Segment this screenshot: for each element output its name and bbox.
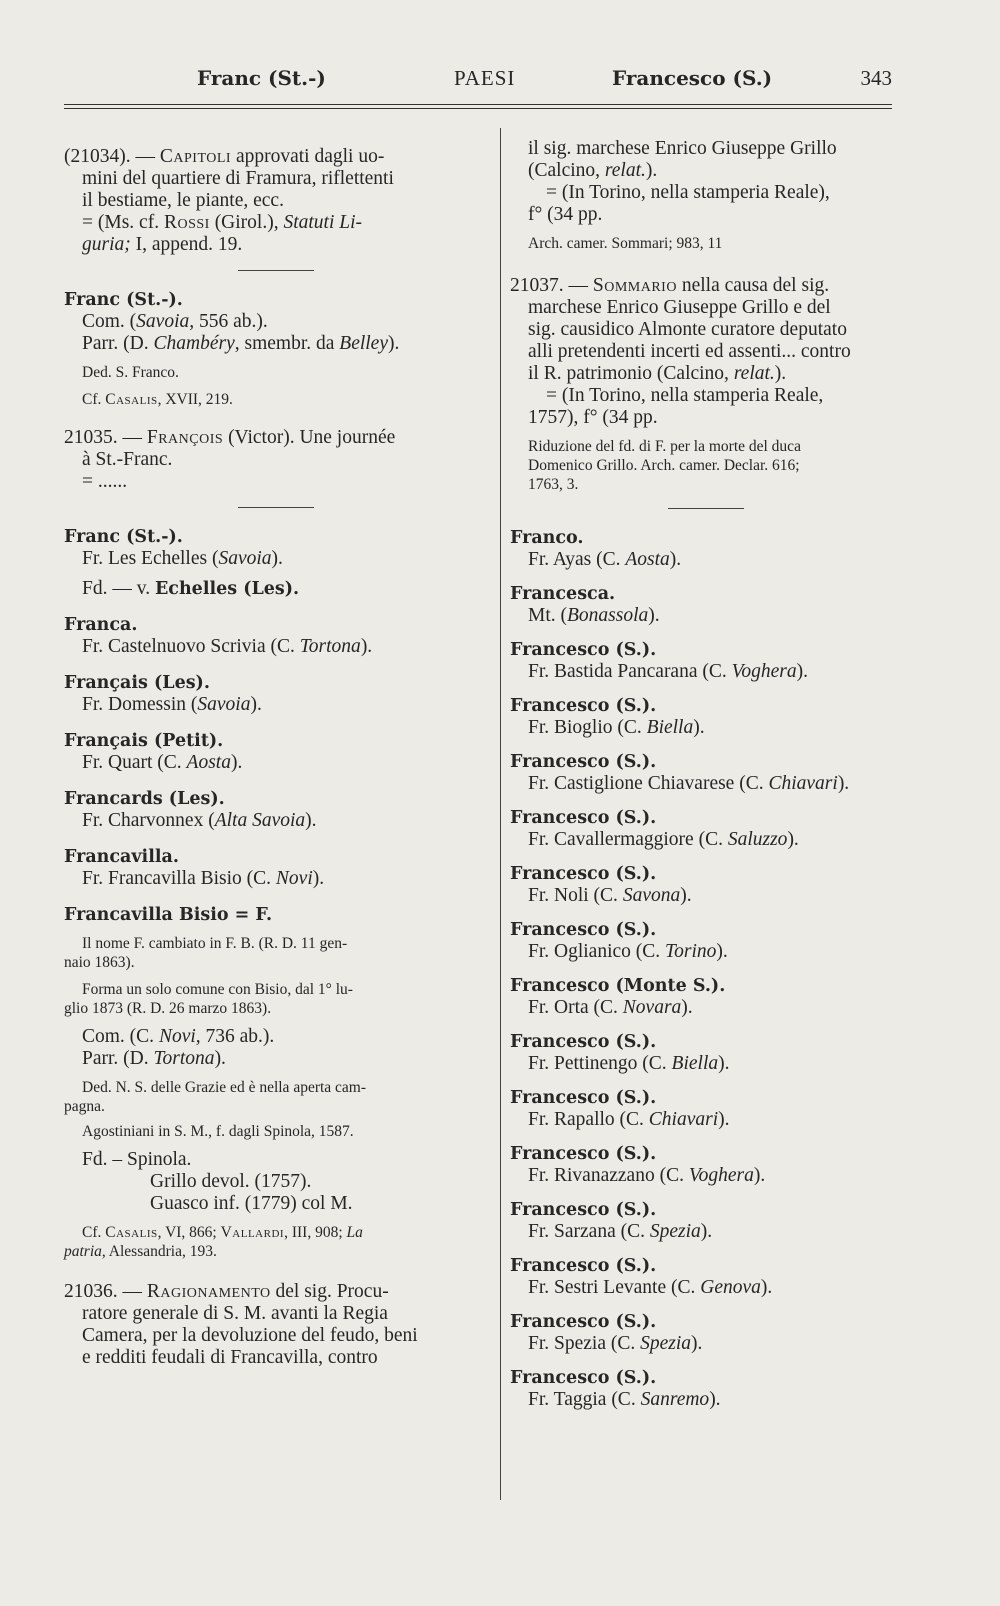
place-italic: Novara <box>622 997 682 1018</box>
entry-text: Fr. Spezia (C. <box>528 1333 641 1354</box>
page-number: 343 <box>860 66 892 90</box>
place-franc-st <box>64 289 488 409</box>
place-heading: Francesco (Monte S.). <box>510 976 726 996</box>
place-italic: Genova <box>700 1277 761 1298</box>
note-text: naio 1863). <box>64 954 135 971</box>
entry-title-smallcaps: Ragionamento <box>146 1281 271 1302</box>
place-entry <box>510 975 902 1019</box>
entry-text: ). <box>796 661 808 682</box>
left-column <box>64 146 488 1383</box>
place-heading: Franco. <box>510 528 584 548</box>
entry-text: ). <box>388 333 400 354</box>
entry-text: Fr. Taggia (C. <box>528 1389 641 1410</box>
header-section: PAESI <box>454 66 516 90</box>
section-rule <box>668 508 744 509</box>
entry-text: Fr. Cavallermaggiore (C. <box>528 829 728 850</box>
entry-text: 21037. — <box>510 275 593 296</box>
place-italic: Saluzzo <box>727 829 788 850</box>
place-francais-les <box>64 672 488 716</box>
entry-text: Fr. Sestri Levante (C. <box>528 1277 701 1298</box>
entry-text: ). <box>693 717 705 738</box>
place-heading: Francesco (S.). <box>510 1312 657 1332</box>
entry-text: I, append. 19. <box>130 234 243 255</box>
place-italic: Savoia, <box>136 311 195 332</box>
note-text: Riduzione del fd. di F. per la morte del duca <box>528 438 801 455</box>
author-smallcaps: Casalis <box>105 1224 158 1241</box>
entry-text: (Victor). Une journée <box>223 427 396 448</box>
entry-21037 <box>510 275 902 494</box>
entry-text: (Girol.), <box>209 212 284 233</box>
place-heading: Français (Les). <box>64 673 210 693</box>
entry-text: Parr. (D. <box>82 1048 154 1069</box>
entry-text: Fr. Bastida Pancarana (C. <box>528 661 732 682</box>
place-entry <box>510 1199 902 1243</box>
entry-text: ). <box>718 1109 730 1130</box>
entry-text: ). <box>271 548 283 569</box>
entry-text: (Calcino, <box>528 160 605 181</box>
place-entry <box>510 583 902 627</box>
feudal-line: Grillo devol. (1757). <box>150 1171 312 1192</box>
entry-text: ). <box>680 885 692 906</box>
entry-text: ). <box>760 1277 773 1298</box>
dedication-note: pagna. <box>64 1098 105 1115</box>
entry-text: 21036. — <box>64 1281 147 1302</box>
entry-text: sig. causidico Almonte curatore deputato <box>528 319 847 340</box>
section-rule <box>238 507 314 508</box>
author-smallcaps: Vallardi <box>220 1224 285 1241</box>
place-italic: Chiavari <box>648 1109 719 1130</box>
title-italic: relat. <box>733 363 775 384</box>
place-entry <box>510 1311 902 1355</box>
entry-text: Fr. Domessin ( <box>82 694 198 715</box>
place-heading: Franca. <box>64 615 138 635</box>
entry-text: , smembr. da <box>234 333 340 354</box>
entry-text: Fr. Bioglio (C. <box>528 717 647 738</box>
entry-text: Fr. Noli (C. <box>528 885 623 906</box>
entry-21036 <box>64 1281 488 1369</box>
place-italic: Tortona <box>299 636 361 657</box>
title-italic: La <box>346 1224 363 1241</box>
entry-text: Fr. Rivanazzano (C. <box>528 1165 689 1186</box>
section-rule <box>238 270 314 271</box>
entry-21034 <box>64 146 488 256</box>
place-entry <box>510 751 902 795</box>
place-heading: Francesco (S.). <box>510 808 657 828</box>
place-heading: Francesca. <box>510 584 616 604</box>
header-right-title: Francesco (S.) <box>612 66 773 90</box>
entry-text: = (In Torino, nella stamperia Reale, <box>546 385 824 406</box>
place-heading: Francesco (S.). <box>510 640 657 660</box>
entry-text: 736 ab.). <box>200 1026 275 1047</box>
entry-text: mini del quartiere di Framura, riflettenti <box>82 168 394 189</box>
entry-21036-continued <box>510 138 902 253</box>
author-smallcaps: Rossi <box>163 212 210 233</box>
title-italic: guria; <box>82 234 131 255</box>
note-text: Forma un solo comune con Bisio, dal 1° lu- <box>82 981 353 998</box>
note-text: , Alessandria, 193. <box>101 1243 217 1260</box>
entry-text: 556 ab.). <box>194 311 268 332</box>
entry-text: (21034). — <box>64 146 160 167</box>
place-heading: Francavilla Bisio = F. <box>64 905 273 925</box>
entry-text: ). <box>681 997 693 1018</box>
note-text: , XVII, 219. <box>157 391 233 408</box>
place-francavilla <box>64 846 488 890</box>
place-heading: Francesco (S.). <box>510 752 657 772</box>
place-italic: Savoia <box>197 694 251 715</box>
place-heading: Francesco (S.). <box>510 1368 657 1388</box>
place-heading: Francesco (S.). <box>510 1144 657 1164</box>
place-italic: Spezia <box>640 1333 692 1354</box>
place-italic: Chambéry <box>153 333 235 354</box>
entry-21035 <box>64 427 488 493</box>
place-italic: Novi <box>275 868 313 889</box>
entry-text: Fr. Quart (C. <box>82 752 187 773</box>
right-column <box>510 138 902 1423</box>
place-italic: Sanremo <box>640 1389 710 1410</box>
place-italic: Savoia <box>218 548 272 569</box>
entry-text: Fr. Orta (C. <box>528 997 623 1018</box>
place-heading: Francesco (S.). <box>510 1256 657 1276</box>
entry-text: Fr. Rapallo (C. <box>528 1109 649 1130</box>
place-italic: Biella <box>671 1053 719 1074</box>
entry-text: nella causa del sig. <box>676 275 830 296</box>
place-heading: Francesco (S.). <box>510 696 657 716</box>
place-italic: Tortona <box>153 1048 215 1069</box>
place-entry <box>510 1367 902 1411</box>
entry-text: ). <box>774 363 787 384</box>
entry-text: ). <box>787 829 799 850</box>
entry-text: Fr. Francavilla Bisio (C. <box>82 868 276 889</box>
entry-text: ). <box>669 549 682 570</box>
place-italic: Torino <box>665 941 717 962</box>
entry-text: Com. (C. <box>82 1026 159 1047</box>
place-italic: Novi, <box>158 1026 201 1047</box>
entry-text: ). <box>214 1048 226 1069</box>
place-italic: Spezia <box>649 1221 701 1242</box>
note-text: Domenico Grillo. Arch. camer. Declar. 616; <box>528 457 800 474</box>
place-heading: Francards (Les). <box>64 789 225 809</box>
cross-reference: Echelles (Les). <box>154 579 300 599</box>
note-text: , VI, 866; <box>157 1224 221 1241</box>
header-left-title: Franc (St.-) <box>197 66 326 90</box>
entry-text: ). <box>648 605 660 626</box>
header-rule-bottom <box>64 108 892 109</box>
place-entry <box>510 1087 902 1131</box>
entry-text: Fr. Castelnuovo Scrivia (C. <box>82 636 300 657</box>
title-italic: relat. <box>604 160 646 181</box>
dedication-note: Ded. S. Franco. <box>82 364 179 381</box>
place-entry-list <box>510 527 902 1411</box>
title-italic: patria <box>64 1243 102 1260</box>
dedication-note: Ded. N. S. delle Grazie ed è nella aperta cam- <box>82 1079 367 1096</box>
entry-text: f° (34 pp. <box>528 204 603 225</box>
entry-text: à St.-Franc. <box>82 449 173 470</box>
entry-text: ). <box>691 1333 703 1354</box>
entry-text: Fr. Les Echelles ( <box>82 548 219 569</box>
place-entry <box>510 1031 902 1075</box>
entry-text: Com. ( <box>82 311 137 332</box>
entry-text: Fd. — v. <box>82 578 155 599</box>
place-italic: Belley <box>339 333 388 354</box>
entry-text: Fr. Charvonnex ( <box>82 810 215 831</box>
entry-text: ratore generale di S. M. avanti la Regia <box>82 1303 388 1324</box>
place-entry <box>510 1143 902 1187</box>
note-text: , III, 908; <box>284 1224 347 1241</box>
entry-text: il sig. marchese Enrico Giuseppe Grillo <box>528 138 837 159</box>
entry-title-smallcaps: Capitoli <box>159 146 232 167</box>
feudal-line: Fd. – Spinola. <box>82 1149 192 1170</box>
place-entry <box>510 919 902 963</box>
entry-text: ). <box>312 868 325 889</box>
place-entry <box>510 527 902 571</box>
place-heading: Francavilla. <box>64 847 179 867</box>
entry-text: 1757), f° (34 pp. <box>528 407 658 428</box>
place-heading: Francesco (S.). <box>510 1200 657 1220</box>
entry-text: approvati dagli uo- <box>231 146 385 167</box>
place-heading: Français (Petit). <box>64 731 224 751</box>
entry-text: 21035. — <box>64 427 147 448</box>
place-heading: Francesco (S.). <box>510 864 657 884</box>
author-smallcaps: François <box>146 427 224 448</box>
place-franc-st-2 <box>64 526 488 600</box>
entry-text: ). <box>709 1389 721 1410</box>
place-italic: Biella <box>646 717 694 738</box>
place-heading: Franc (St.-). <box>64 527 183 547</box>
place-entry <box>510 863 902 907</box>
entry-text: = (Ms. cf. <box>82 212 164 233</box>
note-text: glio 1873 (R. D. 26 marzo 1863). <box>64 1000 272 1017</box>
feudal-line: Guasco inf. (1779) col M. <box>150 1193 353 1214</box>
place-entry <box>510 639 902 683</box>
note-text: Cf. <box>82 391 106 408</box>
entry-text: ). <box>753 1165 766 1186</box>
place-heading: Francesco (S.). <box>510 1088 657 1108</box>
place-italic: Chiavari <box>768 773 838 794</box>
entry-title-smallcaps: Sommario <box>592 275 677 296</box>
entry-text: Fr. Oglianico (C. <box>528 941 666 962</box>
place-entry <box>510 695 902 739</box>
author-smallcaps: Casalis <box>105 391 158 408</box>
dedication-note: Agostiniani in S. M., f. dagli Spinola, 1587. <box>82 1123 354 1140</box>
entry-text: = (In Torino, nella stamperia Reale), <box>546 182 830 203</box>
entry-text: ). <box>360 636 373 657</box>
entry-text: e redditi feudali di Francavilla, contro <box>82 1347 378 1368</box>
entry-text: Fr. Castiglione Chiavarese (C. <box>528 773 769 794</box>
entry-text: ). <box>700 1221 713 1242</box>
place-italic: Savona <box>622 885 681 906</box>
entry-text: Parr. (D. <box>82 333 154 354</box>
title-italic: Statuti Li- <box>283 212 363 233</box>
place-franca <box>64 614 488 658</box>
entry-text: = ...... <box>82 471 128 492</box>
entry-text: alli pretendenti incerti ed assenti... contro <box>528 341 851 362</box>
note-text: Cf. <box>82 1224 106 1241</box>
place-italic: Voghera <box>731 661 797 682</box>
note-text: 1763, 3. <box>528 476 579 493</box>
place-francais-petit <box>64 730 488 774</box>
place-italic: Alta Savoia <box>214 810 306 831</box>
entry-text: ). <box>250 694 262 715</box>
place-francavilla-bisio <box>64 904 488 1261</box>
entry-text: marchese Enrico Giuseppe Grillo e del <box>528 297 831 318</box>
entry-text: ). <box>230 752 243 773</box>
entry-text: ). <box>837 773 850 794</box>
archive-note: Arch. camer. Sommari; 983, 11 <box>528 235 723 252</box>
place-heading: Franc (St.-). <box>64 290 183 310</box>
entry-text: del sig. Procu- <box>270 1281 389 1302</box>
header-rule-top <box>64 104 892 105</box>
entry-text: Fr. Sarzana (C. <box>528 1221 650 1242</box>
entry-text: Fr. Ayas (C. <box>528 549 626 570</box>
entry-text: Fr. Pettinengo (C. <box>528 1053 672 1074</box>
place-italic: Voghera <box>688 1165 754 1186</box>
entry-text: Mt. ( <box>528 605 567 626</box>
entry-text: ). <box>645 160 658 181</box>
place-italic: Aosta <box>625 549 670 570</box>
column-divider <box>500 128 501 1500</box>
entry-text: Camera, per la devoluzione del feudo, beni <box>82 1325 418 1346</box>
entry-text: ). <box>305 810 317 831</box>
place-francards <box>64 788 488 832</box>
place-heading: Francesco (S.). <box>510 1032 657 1052</box>
running-header <box>64 66 892 96</box>
place-heading: Francesco (S.). <box>510 920 657 940</box>
note-text: Il nome F. cambiato in F. B. (R. D. 11 gen- <box>82 935 348 952</box>
place-italic: Aosta <box>186 752 231 773</box>
entry-text: ). <box>716 941 728 962</box>
entry-text: il bestiame, le piante, ecc. <box>82 190 284 211</box>
entry-text: ). <box>718 1053 730 1074</box>
place-entry <box>510 1255 902 1299</box>
place-entry <box>510 807 902 851</box>
place-italic: Bonassola <box>567 605 649 626</box>
entry-text: il R. patrimonio (Calcino, <box>528 363 734 384</box>
